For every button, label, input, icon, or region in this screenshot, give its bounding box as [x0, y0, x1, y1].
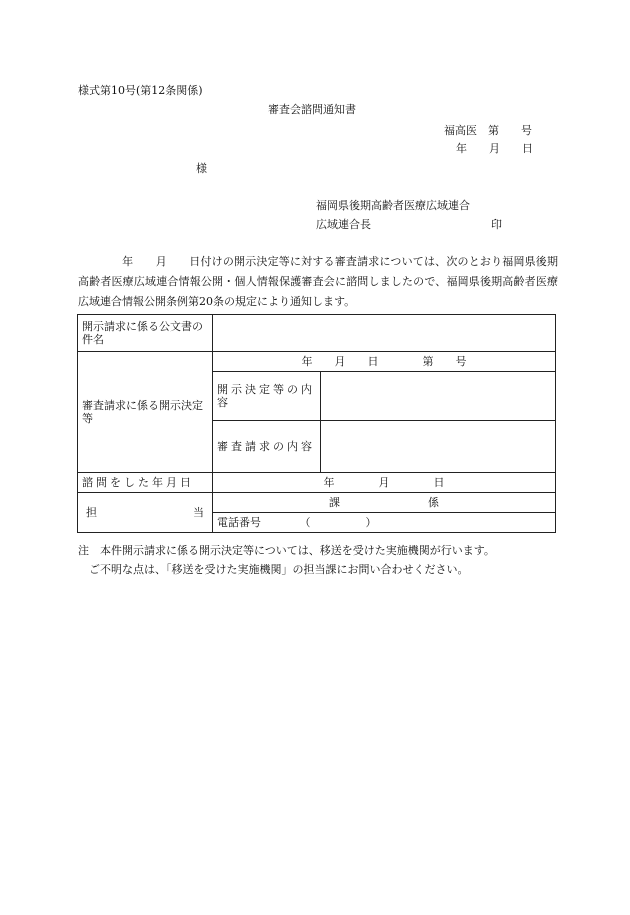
note-line-2: ご不明な点は、「移送を受けた実施機関」の担当課にお問い合わせください。 [89, 563, 469, 576]
contact-label [78, 492, 213, 532]
document-subject-label: 開示請求に係る公文書の件名 [78, 315, 213, 352]
note-line-1: 注 本件開示請求に係る開示決定等については、移送を受けた実施機関が行います。 [78, 544, 495, 557]
appeal-content-label: 審査請求の内容 [213, 421, 321, 472]
document-number: 福高医 第 号 [444, 124, 532, 137]
contact-label-right: 当 [193, 505, 204, 519]
phone-value: 電話番号 （ ） [213, 512, 556, 532]
decision-content-value [321, 372, 556, 421]
notes [78, 541, 495, 579]
appeal-decision-label: 審査請求に係る開示決定等 [78, 352, 213, 473]
form-number: 様式第10号(第12条関係) [78, 84, 203, 97]
document-title: 審査会諮問通知書 [268, 103, 356, 116]
sender-organization: 福岡県後期高齢者医療広域連合 [316, 199, 470, 212]
section-value: 課 係 [213, 492, 556, 512]
sender-title: 広域連合長 [316, 218, 371, 231]
recipient-honorific: 様 [196, 162, 207, 175]
notice-table [77, 314, 556, 533]
table-row [78, 472, 556, 492]
decision-content-label: 開示決定等の内容 [213, 372, 321, 421]
inquiry-date-value: 年 月 日 [213, 472, 556, 492]
appeal-content-value [321, 421, 556, 472]
body-paragraph [78, 252, 558, 312]
decision-date-number: 年 月 日 第 号 [213, 352, 556, 372]
contact-label-left: 担 [86, 505, 97, 519]
seal-mark: 印 [491, 218, 502, 231]
issue-date: 年 月 日 [456, 142, 533, 155]
table-row [78, 352, 556, 372]
body-text: 年 月 日付けの開示決定等に対する審査請求については、次のとおり福岡県後期高齢者医療広域連合情報公開・個人情報保護審査会に諮問しましたので、福岡県後期高齢者医療広域連合情報公開条例第20条の規定により通知します。 [78, 255, 558, 308]
table-row [78, 492, 556, 512]
inquiry-date-label: 諮問をした年月日 [78, 472, 213, 492]
table-row [78, 315, 556, 352]
document-subject-value [213, 315, 556, 352]
